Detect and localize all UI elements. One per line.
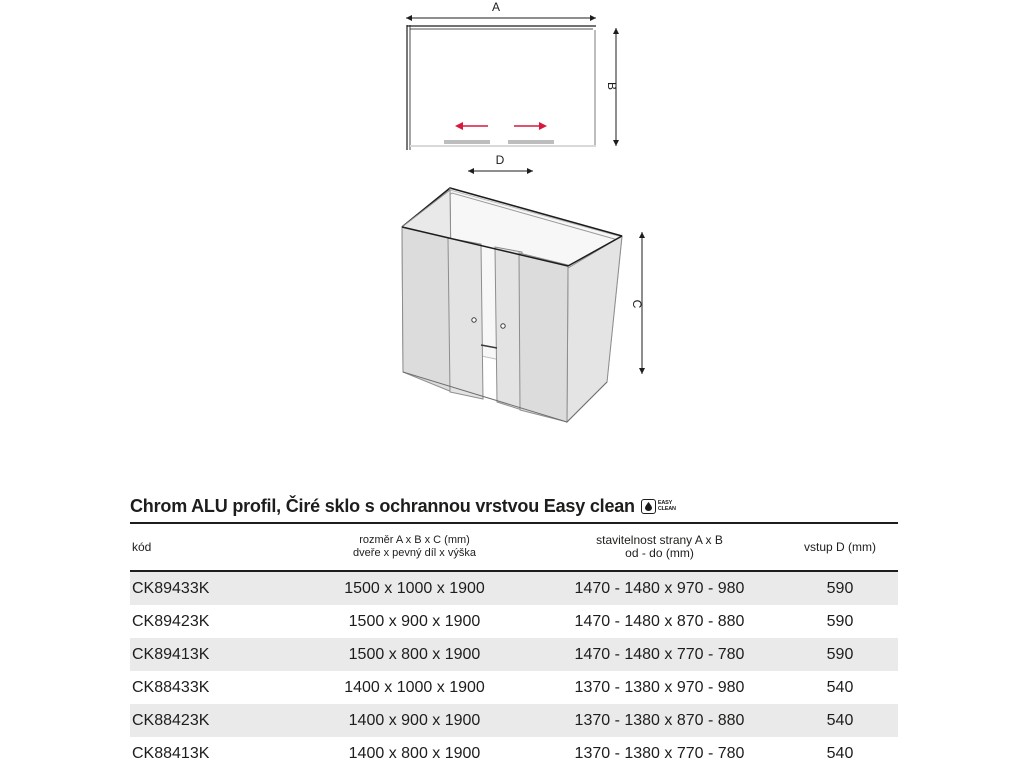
cell-entry: 590 — [782, 638, 898, 671]
door-handle-left — [472, 318, 476, 322]
table-row — [130, 737, 898, 770]
header-dimension-line1: rozměr A x B x C (mm) — [359, 534, 470, 546]
cell-code: CK88423K — [130, 704, 292, 737]
cell-dimension: 1400 x 800 x 1900 — [348, 744, 481, 762]
door-handle-right — [501, 324, 505, 328]
dimension-b — [605, 28, 619, 146]
dimension-d — [468, 153, 533, 174]
dimension-a — [406, 0, 596, 21]
sliding-arrow-left — [455, 122, 488, 130]
cell-code: CK89413K — [130, 638, 292, 671]
header-code-label: kód — [132, 539, 152, 554]
cell-code: CK89423K — [132, 612, 210, 630]
header-adjust — [537, 524, 782, 570]
cell-dimension: 1500 x 900 x 1900 — [348, 612, 481, 630]
header-entry-label: vstup D (mm) — [804, 539, 876, 554]
header-entry — [782, 524, 898, 570]
header-adjust-line2: od - do (mm) — [625, 546, 694, 560]
cell-entry: 590 — [826, 612, 854, 630]
table-row — [130, 638, 898, 671]
easy-clean-badge — [641, 499, 676, 514]
spec-title-row — [130, 490, 898, 522]
spec-title: Chrom ALU profil, Čiré sklo s ochrannou vrstvou Easy clean — [130, 495, 635, 516]
top-view-outline — [407, 25, 596, 150]
easy-clean-line2: CLEAN — [657, 506, 676, 512]
top-view-diagram — [406, 0, 619, 174]
cell-dimension: 1500 x 800 x 1900 — [292, 638, 537, 671]
cell-entry: 540 — [826, 678, 854, 696]
easy-clean-text — [658, 500, 676, 512]
dimension-c — [630, 232, 645, 374]
perspective-view-diagram — [402, 188, 645, 422]
cell-adjust: 1470 - 1480 x 770 - 780 — [537, 638, 782, 671]
cell-code: CK88433K — [132, 678, 210, 696]
cell-adjust: 1370 - 1380 x 970 - 980 — [574, 678, 745, 696]
table-row — [130, 671, 898, 704]
table-row — [130, 704, 898, 737]
cell-entry: 590 — [782, 572, 898, 605]
dimension-c-label: C — [630, 299, 644, 309]
cell-code: CK89433K — [130, 572, 292, 605]
header-code — [130, 524, 292, 570]
cell-code: CK88413K — [132, 744, 210, 762]
table-row — [130, 572, 898, 605]
dimension-a-label: A — [491, 0, 501, 14]
sliding-arrow-right — [514, 122, 547, 130]
water-drop-icon — [641, 499, 656, 514]
table-row — [130, 605, 898, 638]
dimension-b-label: B — [605, 81, 619, 91]
easy-clean-line1: EASY — [657, 500, 673, 506]
cell-adjust: 1470 - 1480 x 970 - 980 — [537, 572, 782, 605]
spec-table — [130, 524, 898, 770]
cell-entry: 540 — [782, 704, 898, 737]
spec-section — [130, 490, 898, 770]
cell-dimension: 1400 x 1000 x 1900 — [344, 678, 485, 696]
cell-dimension: 1400 x 900 x 1900 — [292, 704, 537, 737]
cell-adjust: 1370 - 1380 x 870 - 880 — [537, 704, 782, 737]
cell-dimension: 1500 x 1000 x 1900 — [292, 572, 537, 605]
cell-entry: 540 — [826, 744, 854, 762]
cell-adjust: 1470 - 1480 x 870 - 880 — [574, 612, 745, 630]
header-dimension-line2: dveře x pevný díl x výška — [353, 547, 476, 559]
dimension-d-label: D — [495, 153, 505, 167]
header-dimension — [292, 524, 537, 570]
cell-adjust: 1370 - 1380 x 770 - 780 — [574, 744, 745, 762]
header-adjust-line1: stavitelnost strany A x B — [596, 533, 723, 547]
table-header-row — [130, 524, 898, 570]
